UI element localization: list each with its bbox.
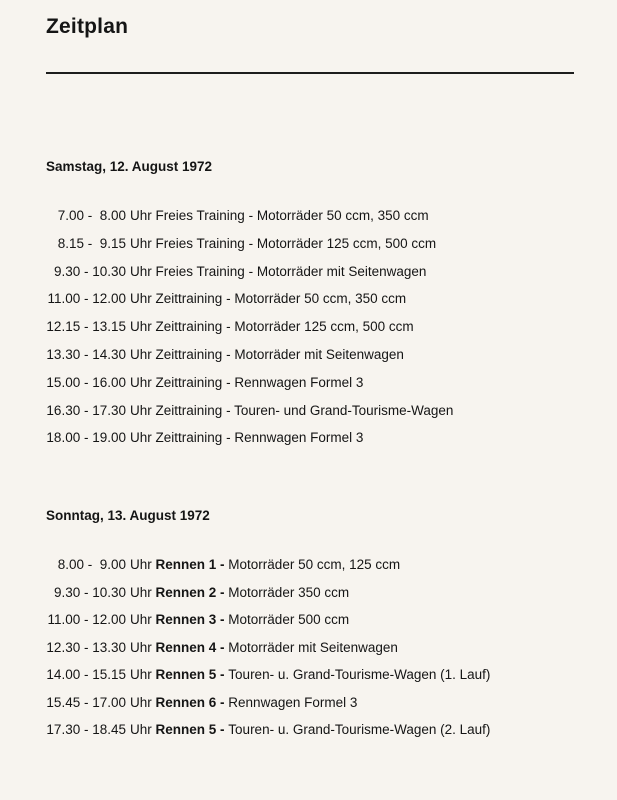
event-detail: Motorräder 50 ccm, 350 ccm [256, 208, 429, 223]
event-detail: Rennwagen Formel 3 [234, 430, 364, 446]
event-detail: Motorräder mit Seitenwagen [256, 263, 427, 279]
time-range: 11.00 - 12.00 [47, 612, 126, 627]
separator-dash: - [222, 374, 235, 390]
separator-dash: - [216, 639, 229, 655]
separator-dash: - [222, 291, 235, 307]
event-name: Zeittraining [155, 374, 223, 390]
time-range: 14.00 - 15.15 [46, 667, 126, 682]
event-detail: Motorräder 50 ccm, 350 ccm [234, 291, 407, 307]
time-unit: Uhr [130, 235, 152, 251]
event-text [130, 373, 363, 393]
event-name: Zeittraining [155, 402, 223, 418]
event-name: Rennen 5 [155, 667, 217, 682]
event-text [130, 610, 349, 630]
event-detail: Motorräder 125 ccm, 500 ccm [256, 235, 437, 251]
time-range: 7.00 - 8.00 [57, 208, 126, 223]
time-unit: Uhr [130, 667, 152, 682]
event-text [130, 234, 436, 254]
separator-dash: - [216, 722, 229, 737]
time-range: 9.30 - 10.30 [53, 263, 126, 279]
event-name: Freies Training [155, 235, 245, 251]
time-range: 8.00 - 9.00 [57, 557, 126, 572]
time-range: 16.30 - 17.30 [46, 402, 126, 418]
event-name: Rennen 6 [155, 694, 217, 710]
time-unit: Uhr [130, 639, 152, 655]
event-detail: Rennwagen Formel 3 [228, 694, 358, 710]
event-detail: Motorräder mit Seitenwagen [228, 639, 398, 655]
title-divider [46, 72, 574, 74]
time-unit: Uhr [130, 612, 152, 627]
event-detail: Touren- und Grand-Tourisme-Wagen [234, 402, 454, 418]
event-detail: Motorräder mit Seitenwagen [234, 347, 404, 362]
separator-dash: - [244, 263, 257, 279]
event-detail: Motorräder 50 ccm, 125 ccm [228, 557, 401, 572]
time-range: 12.15 - 13.15 [46, 319, 126, 335]
event-name: Zeittraining [155, 319, 223, 335]
time-range: 17.30 - 18.45 [46, 722, 126, 737]
event-text [130, 289, 406, 309]
separator-dash: - [216, 694, 229, 710]
time-unit: Uhr [130, 402, 152, 418]
event-detail: Touren- u. Grand-Tourisme-Wagen (1. Lauf) [228, 667, 491, 682]
separator-dash: - [244, 235, 257, 251]
separator-dash: - [216, 612, 229, 627]
event-detail: Rennwagen Formel 3 [234, 374, 364, 390]
event-name: Rennen 1 [155, 557, 217, 572]
event-name: Zeittraining [155, 291, 223, 307]
event-detail: Touren- u. Grand-Tourisme-Wagen (2. Lauf) [228, 722, 491, 737]
time-range: 15.45 - 17.00 [46, 694, 126, 710]
time-unit: Uhr [130, 722, 152, 737]
event-name: Rennen 4 [155, 639, 217, 655]
time-unit: Uhr [130, 430, 152, 446]
separator-dash: - [222, 402, 235, 418]
time-unit: Uhr [130, 291, 152, 307]
time-range: 15.00 - 16.00 [46, 374, 126, 390]
separator-dash: - [216, 584, 229, 600]
event-text [130, 555, 400, 575]
separator-dash: - [222, 347, 235, 362]
time-unit: Uhr [130, 319, 152, 335]
time-unit: Uhr [130, 374, 152, 390]
event-text [130, 401, 453, 421]
time-unit: Uhr [130, 694, 152, 710]
event-text [130, 317, 414, 337]
event-name: Rennen 3 [155, 612, 217, 627]
event-name: Zeittraining [155, 347, 223, 362]
event-name: Freies Training [155, 208, 245, 223]
day-heading-saturday: Samstag, 12. August 1972 [46, 159, 213, 174]
time-unit: Uhr [130, 557, 152, 572]
time-unit: Uhr [130, 208, 152, 223]
time-range: 12.30 - 13.30 [46, 639, 126, 655]
event-text [130, 665, 490, 685]
event-text [130, 206, 429, 226]
event-text [130, 262, 426, 282]
event-name: Freies Training [155, 263, 245, 279]
time-unit: Uhr [130, 584, 152, 600]
event-detail: Motorräder 350 ccm [228, 584, 350, 600]
day-heading-sunday: Sonntag, 13. August 1972 [46, 508, 210, 523]
time-range: 11.00 - 12.00 [47, 291, 126, 307]
event-name: Rennen 2 [155, 584, 217, 600]
time-unit: Uhr [130, 347, 152, 362]
time-range: 9.30 - 10.30 [53, 584, 126, 600]
event-detail: Motorräder 125 ccm, 500 ccm [234, 319, 414, 335]
page-title: Zeitplan [46, 15, 129, 38]
separator-dash: - [244, 208, 257, 223]
event-text [130, 583, 349, 603]
event-text [130, 638, 398, 658]
event-name: Rennen 5 [155, 722, 217, 737]
event-text [130, 693, 357, 713]
event-name: Zeittraining [155, 430, 223, 446]
separator-dash: - [222, 430, 235, 446]
event-text [130, 428, 363, 448]
time-range: 18.00 - 19.00 [46, 430, 126, 446]
separator-dash: - [222, 319, 235, 335]
event-detail: Motorräder 500 ccm [228, 612, 350, 627]
time-range: 8.15 - 9.15 [57, 235, 126, 251]
event-text [130, 720, 490, 740]
event-text [130, 345, 404, 365]
time-range: 13.30 - 14.30 [46, 347, 126, 362]
time-unit: Uhr [130, 263, 152, 279]
separator-dash: - [216, 667, 229, 682]
separator-dash: - [216, 557, 229, 572]
